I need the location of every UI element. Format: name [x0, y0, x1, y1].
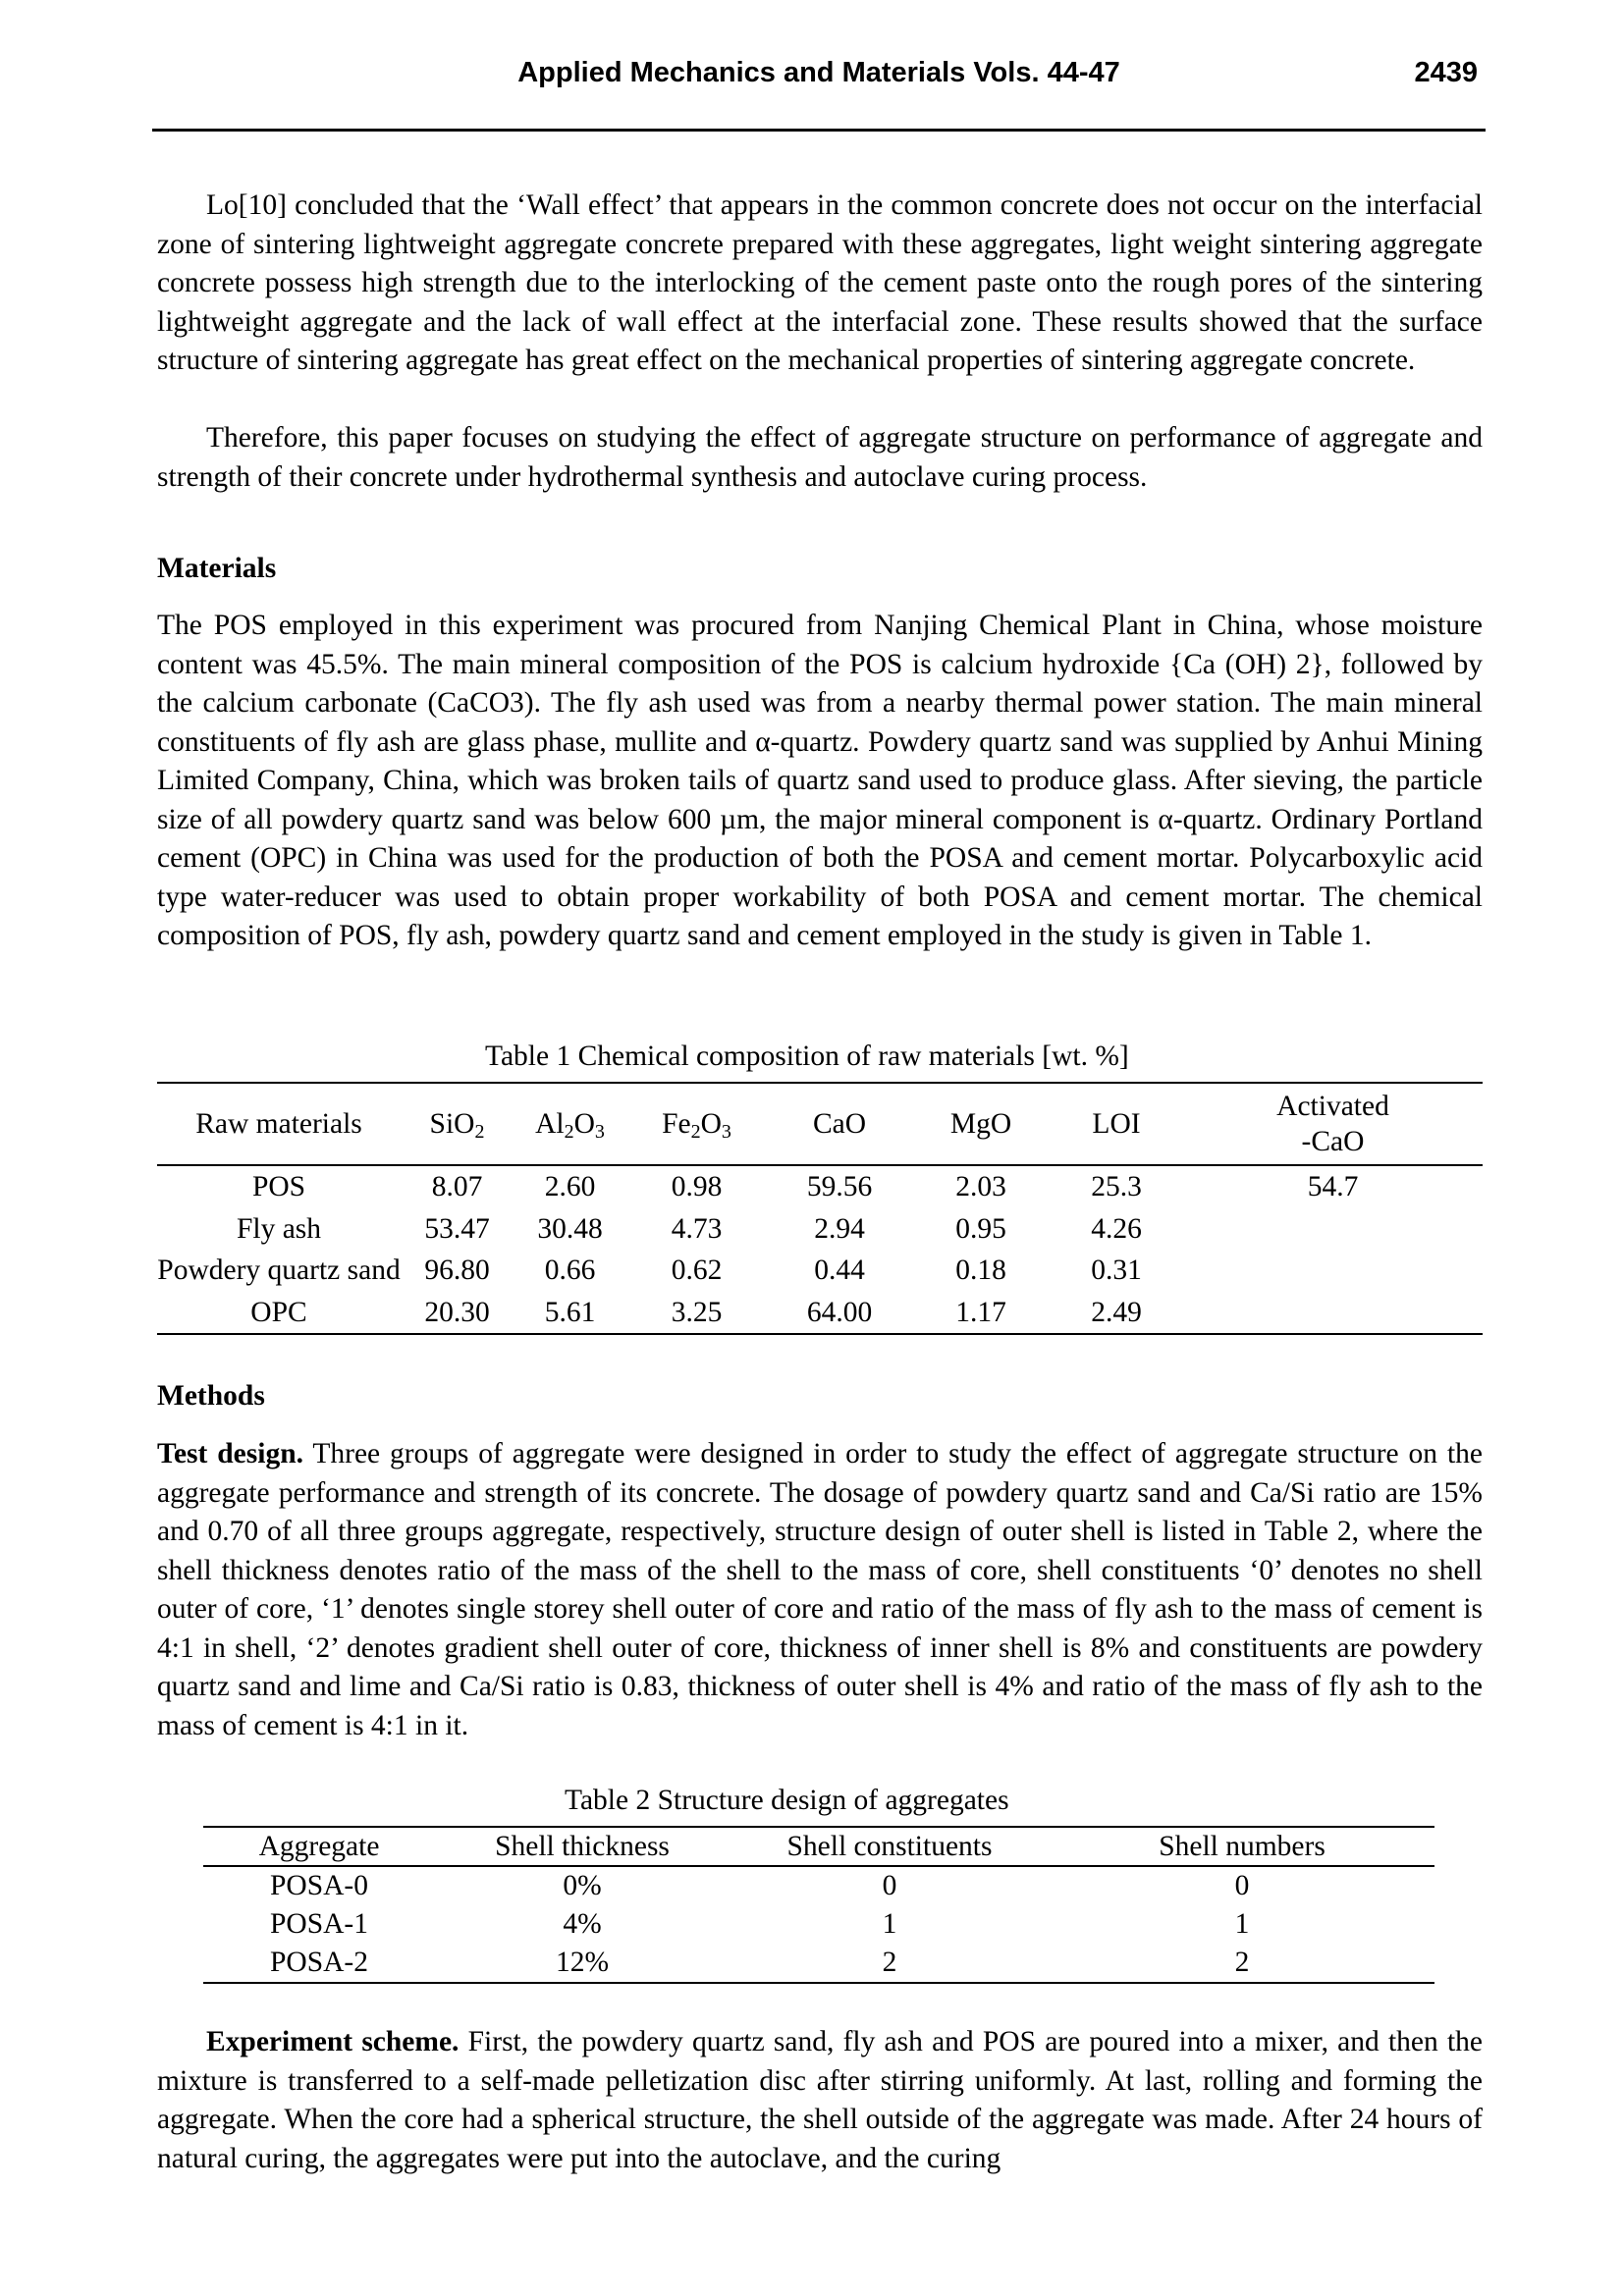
page-number: 2439	[1414, 57, 1478, 88]
table-cell: Fly ash	[236, 1212, 322, 1245]
test-design-text: Three groups of aggregate were designed in order to study the effect of aggregate structure on the aggregate performance and strength of its concrete. The dosage of powdery quartz sand and Ca/Si ratio are 15% and 0.70 of all three groups aggregate, respectively, structure design of outer shell is listed in Table 2, where the shell thickness denotes ratio of the mass of the shell to the mass of core, shell constituents ‘0’ denotes no shell outer of core, ‘1’ denotes single storey shell outer of core and ratio of the mass of fly ash to the mass of cement is 4:1 in shell, ‘2’ denotes gradient shell outer of core, thickness of inner shell is 8% and constituents are powdery quartz sand and lime and Ca/Si ratio is 0.83, thickness of outer shell is 4% and ratio of the mass of fly ash to the mass of cement is 4:1 in it.	[157, 1438, 1483, 1741]
table-cell: 0	[882, 1870, 897, 1901]
intro-paragraph-2: Therefore, this paper focuses on studying the effect of aggregate structure on performance of aggregate and strength of their concrete under hydrothermal synthesis and autoclave curing process.	[157, 422, 1483, 493]
table-cell: 2.03	[955, 1171, 1006, 1203]
header-activated-cao: Activated -CaO	[1183, 1083, 1483, 1165]
table-cell: 1	[1234, 1908, 1250, 1940]
header-raw-materials: Raw materials	[157, 1083, 401, 1165]
table-cell: 1.17	[955, 1296, 1006, 1328]
table-cell: 0.95	[955, 1212, 1006, 1245]
table-1-caption: Table 1 Chemical composition of raw materials [wt. %]	[485, 1041, 1129, 1072]
table-cell	[1183, 1250, 1483, 1292]
table-row	[157, 1165, 1483, 1208]
table-cell	[1183, 1292, 1483, 1335]
table-cell: 0.98	[671, 1171, 723, 1203]
journal-title: Applied Mechanics and Materials Vols. 44-47	[517, 57, 1120, 88]
table-cell: 64.00	[806, 1296, 873, 1328]
table-cell: 0	[1234, 1870, 1250, 1901]
table-1-header-row	[157, 1083, 1483, 1165]
experiment-lead: Experiment scheme.	[206, 2026, 460, 2057]
experiment-text: First, the powdery quartz sand, fly ash and POS are poured into a mixer, and then the mixture is transferred to a self-made pelletization disc after stirring uniformly. At last, rolling and forming the aggregate. When the core had a spherical structure, the shell outside of the aggregate was made. After 24 hours of natural curing, the aggregates were put into the autoclave, and the curing	[157, 2026, 1483, 2174]
table-cell: 54.7	[1307, 1171, 1359, 1203]
table-cell: POSA-2	[270, 1947, 368, 1978]
table-cell: 30.48	[537, 1212, 603, 1245]
header-mgo: MgO	[912, 1083, 1050, 1165]
table-cell: 0.31	[1091, 1255, 1142, 1287]
table-cell: 2.49	[1091, 1296, 1142, 1328]
table-cell: 8.07	[431, 1171, 483, 1203]
header-fe2o3: $Fe_2O_3$	[626, 1083, 767, 1165]
table-row	[157, 1292, 1483, 1335]
table-cell: 0%	[563, 1870, 602, 1901]
table-cell: POSA-1	[270, 1908, 368, 1940]
table-cell: 0.44	[814, 1255, 865, 1287]
table-row	[157, 1208, 1483, 1251]
table-cell: 5.61	[544, 1296, 596, 1328]
header-cao: CaO	[767, 1083, 912, 1165]
table-cell: 2	[1234, 1947, 1250, 1978]
table-cell	[1183, 1208, 1483, 1251]
table-cell: 2.94	[814, 1212, 865, 1245]
table-cell: 3.25	[671, 1296, 723, 1328]
table-row	[203, 1944, 1434, 1983]
header-aggregate: Aggregate	[203, 1827, 435, 1866]
header-shell-numbers: Shell numbers	[1050, 1827, 1434, 1866]
table-2-header-row	[203, 1827, 1434, 1866]
table-2-caption: Table 2 Structure design of aggregates	[565, 1785, 1009, 1816]
table-cell: 1	[882, 1908, 897, 1940]
intro-paragraph-1: Lo[10] concluded that the ‘Wall effect’ that appears in the common concrete does not occur on the interfacial zone of sintering lightweight aggregate concrete prepared with these aggregates, light weight sintering aggregate concrete possess high strength due to the interlocking of the cement paste onto the rough pores of the sintering lightweight aggregate and the lack of wall effect at the interfacial zone. These results showed that the surface structure of sintering aggregate has great effect on the mechanical properties of sintering aggregate concrete.	[157, 189, 1483, 376]
table-cell: OPC	[250, 1296, 307, 1328]
table-cell: 0.18	[955, 1255, 1006, 1287]
table-2	[203, 1826, 1434, 1984]
test-design-lead: Test design.	[157, 1438, 303, 1469]
materials-heading: Materials	[157, 553, 277, 584]
table-cell: 53.47	[424, 1212, 490, 1245]
methods-heading: Methods	[157, 1380, 265, 1412]
table-row	[157, 1250, 1483, 1292]
header-sio2: SiO$_2$	[401, 1083, 514, 1165]
table-cell: 0.62	[671, 1255, 723, 1287]
table-cell: 20.30	[424, 1296, 490, 1328]
header-al2o3: $Al_2O_3$	[514, 1083, 626, 1165]
materials-paragraph: The POS employed in this experiment was procured from Nanjing Chemical Plant in China, whose moisture content was 45.5%. The main mineral composition of the POS is calcium hydroxide {Ca (OH) 2}, followed by the calcium carbonate (CaCO3). The fly ash used was from a nearby thermal power station. The main mineral constituents of fly ash are glass phase, mullite and α-quartz. Powdery quartz sand was supplied by Anhui Mining Limited Company, China, which was broken tails of quartz sand used to produce glass. After sieving, the particle size of all powdery quartz sand was below 600 µm, the major mineral component is α-quartz. Ordinary Portland cement (OPC) in China was used for the production of both the POSA and cement mortar. Polycarboxylic acid type water-reducer was used to obtain proper workability of both POSA and cement mortar. The chemical composition of POS, fly ash, powdery quartz sand and cement employed in the study is given in Table 1.	[157, 610, 1483, 951]
table-cell: 0.66	[544, 1255, 596, 1287]
table-row	[203, 1866, 1434, 1905]
header-shell-constituents: Shell constituents	[730, 1827, 1050, 1866]
table-cell: POS	[251, 1171, 306, 1203]
table-cell: 4.73	[671, 1212, 723, 1245]
table-cell: 96.80	[424, 1255, 490, 1287]
header-loi: LOI	[1050, 1083, 1183, 1165]
table-row	[203, 1905, 1434, 1944]
test-design-paragraph	[157, 1435, 1483, 1745]
table-cell: POSA-0	[270, 1870, 368, 1901]
table-cell: 4.26	[1091, 1212, 1142, 1245]
table-1	[157, 1082, 1483, 1335]
table-cell: 4%	[563, 1908, 602, 1940]
running-header	[152, 51, 1486, 106]
table-cell: 2.60	[544, 1171, 596, 1203]
table-cell: 59.56	[806, 1171, 873, 1203]
table-cell: 2	[882, 1947, 897, 1978]
table-cell: Powdery quartz sand	[157, 1255, 401, 1287]
experiment-paragraph	[157, 2023, 1483, 2178]
header-shell-thickness: Shell thickness	[435, 1827, 730, 1866]
table-cell: 12%	[555, 1947, 610, 1978]
header-rule	[152, 129, 1486, 132]
table-cell: 25.3	[1091, 1171, 1142, 1203]
